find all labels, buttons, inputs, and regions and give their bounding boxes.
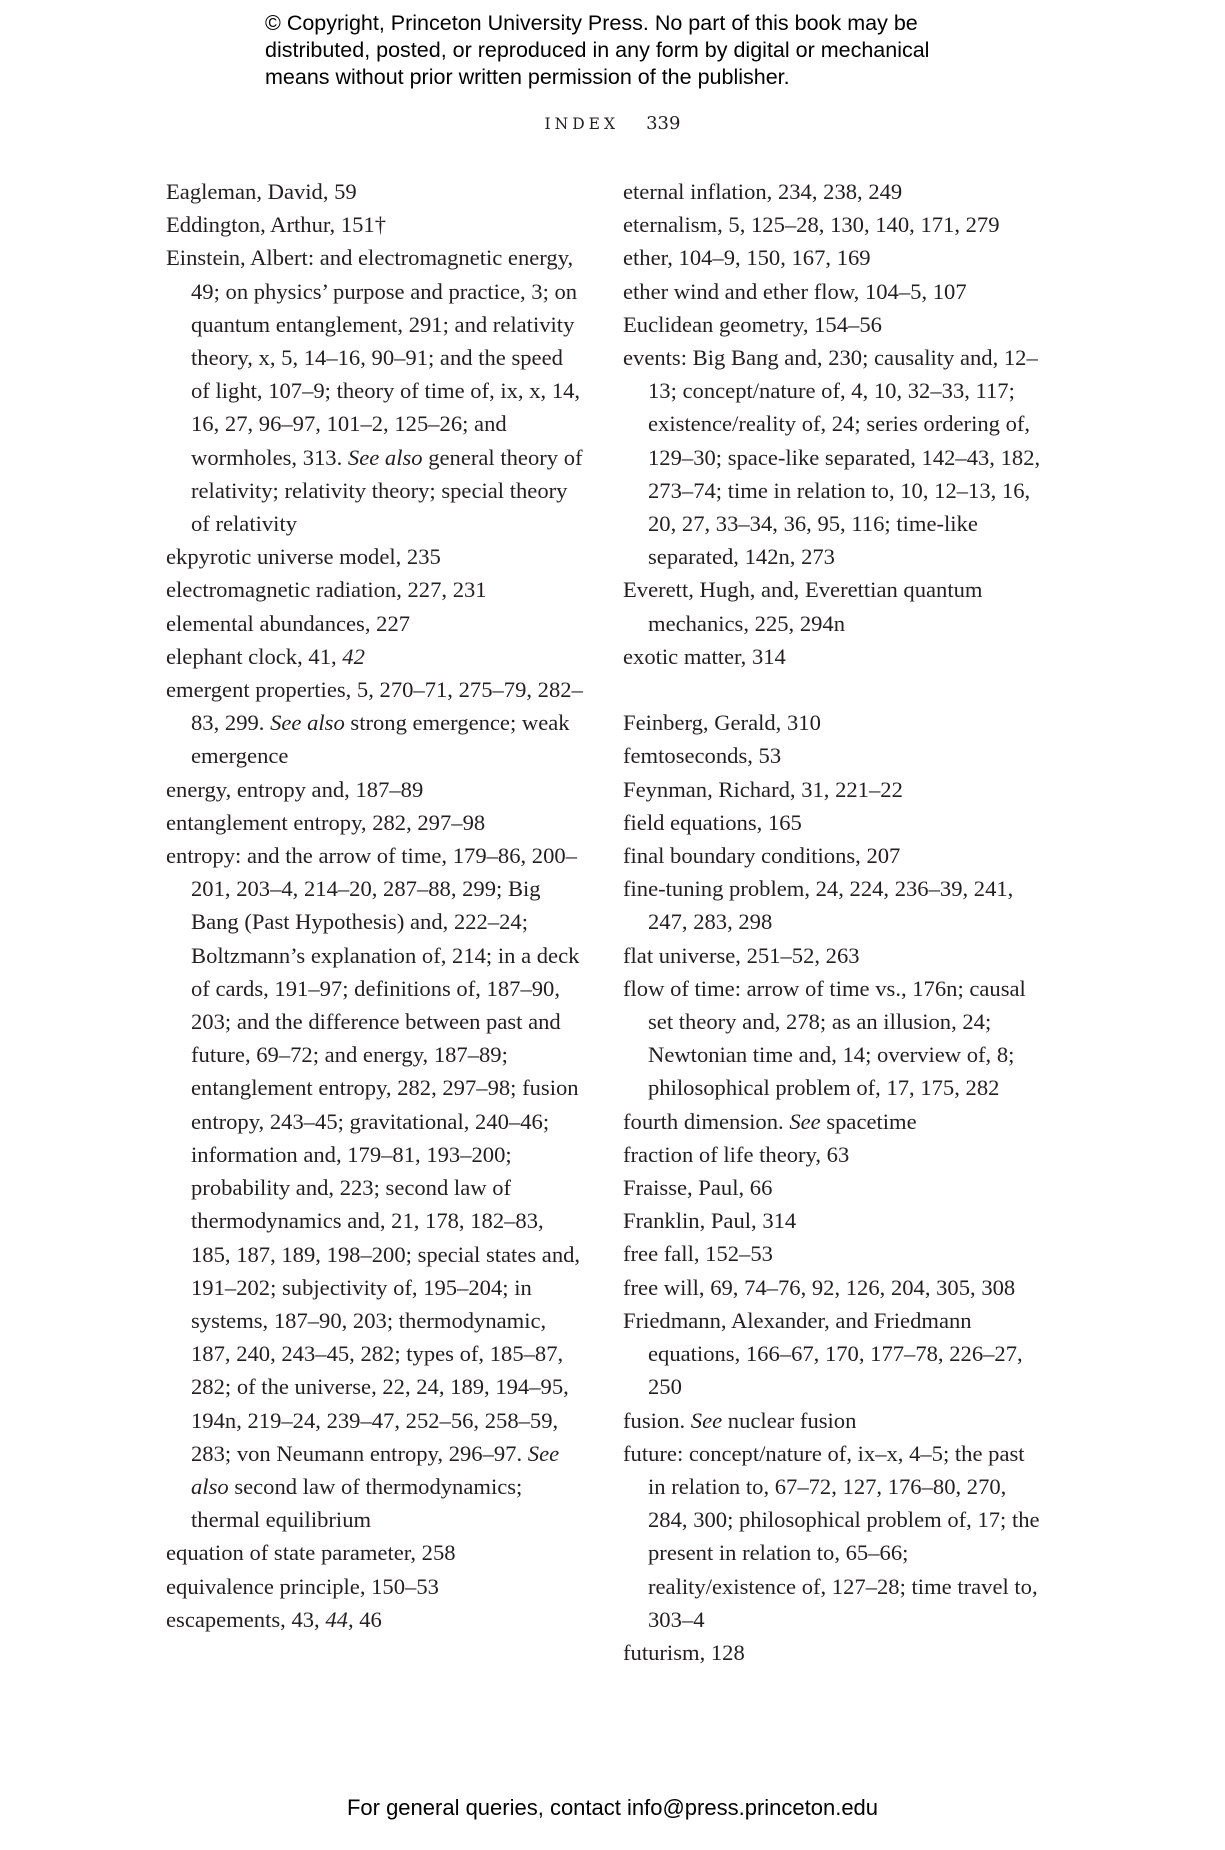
page-number: 339 (646, 113, 681, 134)
index-entry-text: entanglement entropy, 282, 297–98 (166, 809, 486, 835)
index-entry (166, 640, 586, 673)
index-entry-text: energy, entropy and, 187–89 (166, 776, 424, 802)
index-entry-text: free will, 69, 74–76, 92, 126, 204, 305, 308 (623, 1274, 1016, 1300)
index-entry-text: exotic matter, 314 (623, 643, 786, 669)
copyright-line: distributed, posted, or reproduced in any form by digital or mechanical (265, 38, 930, 62)
index-entry-italic-text: See (789, 1108, 821, 1134)
index-entry-text: Eagleman, David, 59 (166, 179, 357, 204)
index-entry (623, 175, 1043, 208)
index-entry (623, 1404, 1043, 1437)
index-entry (623, 872, 1043, 938)
index-entry-text: fusion. (623, 1407, 691, 1433)
copyright-line: means without prior written permission of the publisher. (265, 65, 790, 89)
index-entry-text: ether, 104–9, 150, 167, 169 (623, 245, 871, 271)
index-entry (623, 1271, 1043, 1304)
index-entry (623, 1237, 1043, 1270)
index-entry (623, 806, 1043, 839)
index-entry (623, 1437, 1043, 1636)
index-entry-text: femtoseconds, 53 (623, 743, 782, 769)
index-entry (166, 208, 586, 241)
index-entry-text: future: concept/nature of, ix–x, 4–5; the past in relation to, 67–72, 127, 176–80, 270, 284, 300; philosophical problem of, 17; the present in relation to, 65–66; reality/existence of, 127–28; time travel to, 303–4 (623, 1440, 1040, 1632)
index-entry (166, 673, 586, 773)
index-entry-italic-text: See also (270, 710, 345, 736)
running-head (0, 113, 1225, 134)
index-entry (166, 241, 586, 540)
index-entry-text: free fall, 152–53 (623, 1241, 773, 1267)
index-entry-text: Franklin, Paul, 314 (623, 1208, 797, 1234)
index-entry (623, 1304, 1043, 1404)
index-entry-text: , 46 (347, 1606, 382, 1632)
index-column-left (166, 175, 586, 1636)
index-entry-text: elephant clock, 41, (166, 643, 343, 669)
index-entry (166, 1603, 586, 1636)
index-entry (623, 939, 1043, 972)
footer-contact: For general queries, contact info@press.princeton.edu (346, 1795, 879, 1820)
index-entry-text: spacetime (820, 1108, 917, 1134)
index-entry-text: fraction of life theory, 63 (623, 1141, 850, 1167)
index-entry-italic-text: See also (347, 444, 423, 470)
index-entry (623, 1171, 1043, 1204)
index-entry (623, 275, 1043, 308)
index-entry-italic-text: 42 (342, 643, 365, 669)
index-entry-text: ekpyrotic universe model, 235 (166, 544, 441, 570)
index-entry-text: Friedmann, Alexander, and Friedmann equations, 166–67, 170, 177–78, 226–27, 250 (623, 1307, 1023, 1400)
index-entry-text: eternalism, 5, 125–28, 130, 140, 171, 279 (623, 212, 1000, 238)
index-entry-text: Fraisse, Paul, 66 (623, 1175, 773, 1201)
index-entry-text: futurism, 128 (623, 1639, 745, 1665)
copyright-notice (265, 10, 1025, 91)
index-entry (623, 308, 1043, 341)
index-entry-italic-text: 44 (325, 1606, 348, 1632)
copyright-line: © Copyright, Princeton University Press. No part of this book may be (265, 11, 918, 35)
index-entry (166, 607, 586, 640)
index-entry (166, 806, 586, 839)
index-entry-text: emergent properties, 5, 270–71, 275–79, 282–83, 299. (166, 677, 583, 736)
index-entry-text: second law of thermodynamics; thermal equilibrium (191, 1473, 523, 1533)
index-entry (623, 341, 1043, 573)
index-entry-text: Everett, Hugh, and, Everettian quantum mechanics, 225, 294n (623, 577, 983, 636)
index-entry (166, 175, 586, 208)
index-entry (623, 972, 1043, 1105)
index-entry-text: field equations, 165 (623, 809, 802, 835)
index-entry-text: entropy: and the arrow of time, 179–86, 200–201, 203–4, 214–20, 287–88, 299; Big Bang (Past Hypothesis) and, 222–24; Boltzmann’s explanation of, 214; in a deck of cards, 191–97; definitions of, 187–90, 203; and the difference between past and future, 69–72; and energy, 187–89; entanglement entropy, 282, 297–98; fusion entropy, 243–45; gravitational, 240–46; information and, 179–81, 193–200; probability and, 223; second law of thermodynamics and, 21, 178, 182–83, 185, 187, 189, 198–200; special states and, 191–202; subjectivity of, 195–204; in systems, 187–90, 203; thermodynamic, 187, 240, 243–45, 282; types of, 185–87, 282; of the universe, 22, 24, 189, 194–95, 194n, 219–24, 239–47, 252–56, 258–59, 283; von Neumann entropy, 296–97. (166, 843, 581, 1466)
index-entry (623, 1636, 1043, 1669)
index-entry (166, 540, 586, 573)
index-entry-text: final boundary conditions, 207 (623, 843, 901, 869)
index-entry-text: ether wind and ether flow, 104–5, 107 (623, 278, 967, 304)
index-entry-text: flow of time: arrow of time vs., 176n; causal set theory and, 278; as an illusion, 24; Newtonian time and, 14; overview of, 8; philosophical problem of, 17, 175, 282 (623, 975, 1026, 1101)
index-entry (166, 1570, 586, 1603)
index-entry (166, 1536, 586, 1569)
index-column-right (623, 175, 1043, 1669)
index-entry (623, 706, 1043, 739)
index-entry (166, 839, 586, 1536)
index-entry (623, 208, 1043, 241)
index-entry-text: strong emergence; weak emergence (191, 710, 570, 769)
index-entry-text: general theory of relativity; relativity theory; special theory of relativity (191, 444, 583, 537)
letter-group-gap (623, 673, 1043, 706)
index-entry (623, 773, 1043, 806)
index-entry (623, 1204, 1043, 1237)
index-entry-text: Einstein, Albert: and electromagnetic energy, 49; on physics’ purpose and practice, 3; on quantum entanglement, 291; and relativity theory, x, 5, 14–16, 90–91; and the speed of light, 107–9; theory of time of, ix, x, 14, 16, 27, 96–97, 101–2, 125–26; and wormholes, 313. (166, 245, 581, 470)
index-entry-text: equivalence principle, 150–53 (166, 1573, 439, 1599)
index-entry-text: eternal inflation, 234, 238, 249 (623, 179, 903, 204)
index-entry-text: nuclear fusion (722, 1407, 857, 1433)
index-entry (623, 839, 1043, 872)
index-entry-text: escapements, 43, (166, 1606, 326, 1632)
index-entry-text: fine-tuning problem, 24, 224, 236–39, 241, 247, 283, 298 (623, 876, 1014, 935)
index-entry-text: events: Big Bang and, 230; causality and, 12–13; concept/nature of, 4, 10, 32–33, 117; existence/reality of, 24; series ordering of, 129–30; space-like separated, 142–43, 182, 273–74; time in relation to, 10, 12–13, 16, 20, 27, 33–34, 36, 95, 116; time-like separated, 142n, 273 (623, 345, 1041, 570)
index-entry (623, 1105, 1043, 1138)
index-entry (166, 573, 586, 606)
index-entry-text: electromagnetic radiation, 227, 231 (166, 577, 487, 603)
index-entry-text: fourth dimension. (623, 1108, 790, 1134)
index-entry (623, 1138, 1043, 1171)
index-entry-text: Feynman, Richard, 31, 221–22 (623, 776, 903, 802)
index-entry-text: equation of state parameter, 258 (166, 1540, 456, 1566)
index-entry (166, 773, 586, 806)
index-entry-italic-text: See (690, 1407, 723, 1433)
index-entry-text: flat universe, 251–52, 263 (623, 942, 860, 968)
index-entry-italic-text: See also (191, 1440, 560, 1499)
index-entry (623, 573, 1043, 639)
index-entry (623, 640, 1043, 673)
index-entry-text: Feinberg, Gerald, 310 (623, 710, 821, 736)
index-entry (623, 739, 1043, 772)
running-head-label: INDEX (544, 115, 619, 133)
index-entry (623, 241, 1043, 274)
index-entry-text: elemental abundances, 227 (166, 610, 411, 636)
index-entry-text: Euclidean geometry, 154–56 (623, 311, 882, 337)
index-entry-text: Eddington, Arthur, 151† (166, 212, 387, 238)
